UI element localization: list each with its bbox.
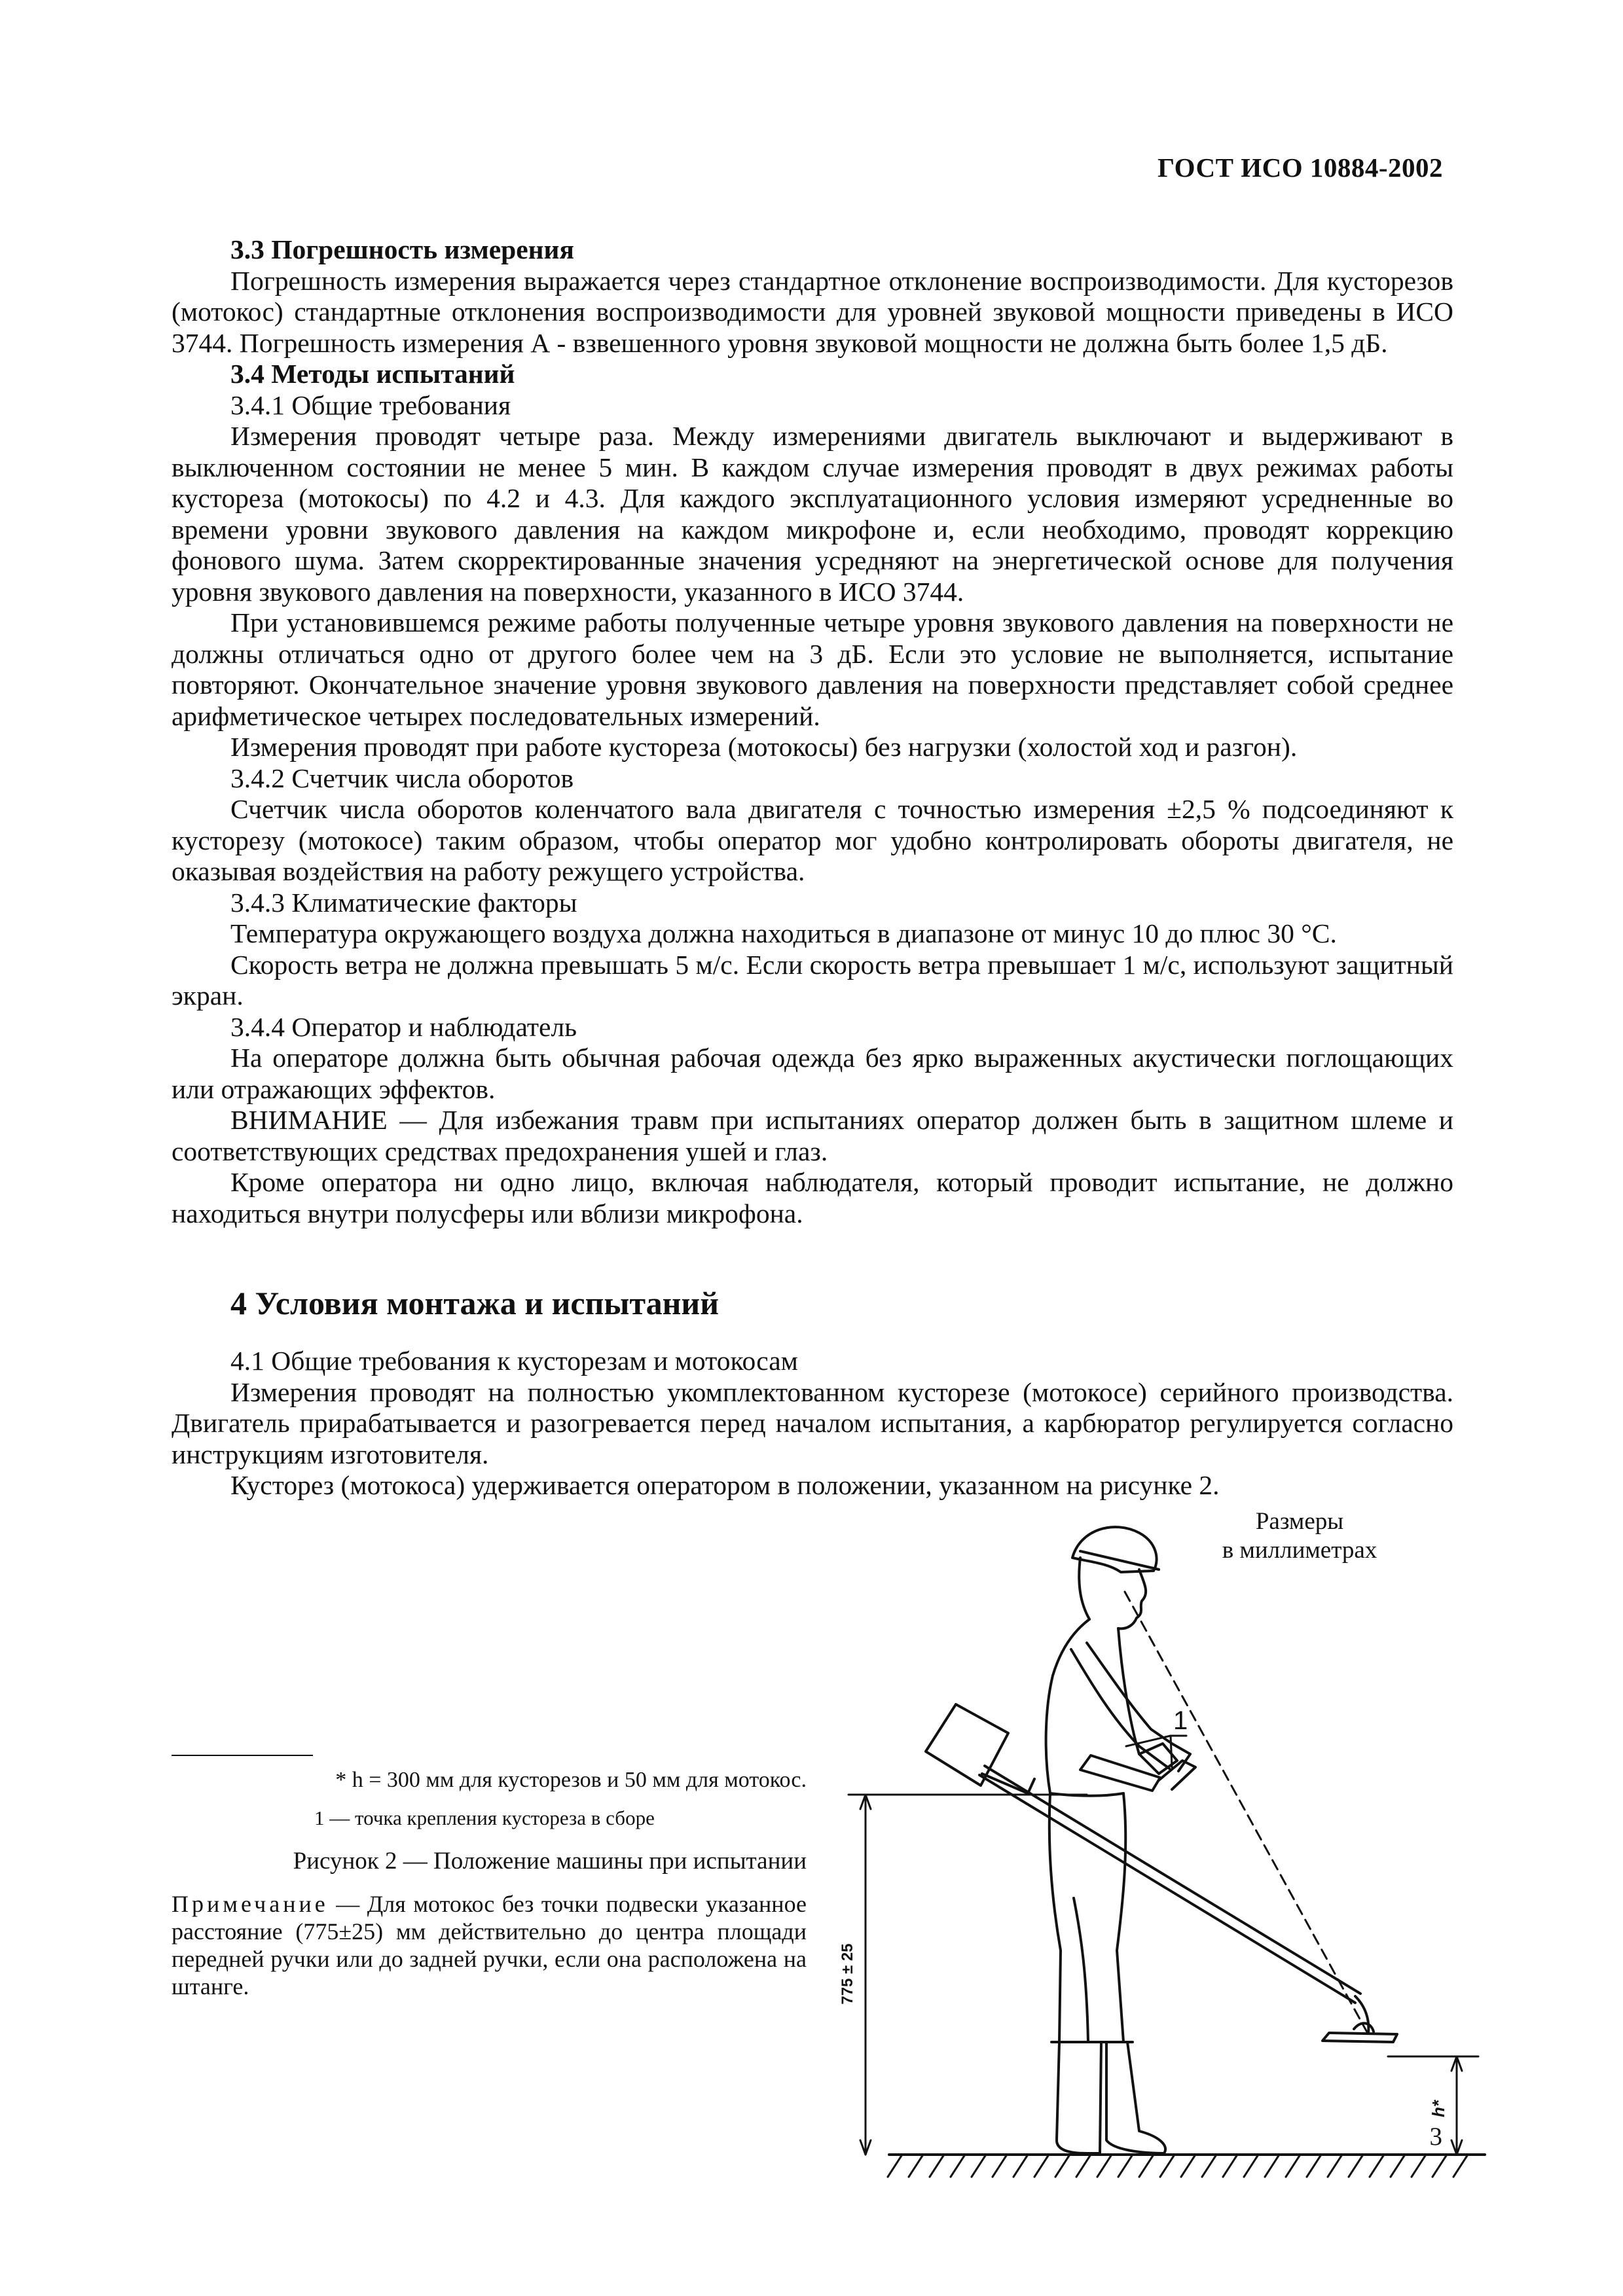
paragraph: При установившемся режиме работы полученные четыре уровня звукового давления на поверхности не должны отличаться одно от другого более чем на 3 дБ. Если это условие не выполняется, испытание повторяют. Окончательное значение уровня звукового давления на поверхности представляет собой среднее арифметическое четырех последовательных измерений. — [172, 607, 1453, 731]
subsection-3-4-2-title: 3.4.2 Счетчик числа оборотов — [230, 762, 574, 793]
subsection-4-1-title: 4.1 Общие требования к кусторезам и мотокосам — [230, 1346, 798, 1376]
brushcutter-engine — [926, 1704, 1034, 1793]
figure-note — [172, 1890, 807, 2000]
note-label: Примечание — [172, 1891, 329, 1917]
subsection-3-4-4-title: 3.4.4 Оператор и наблюдатель — [230, 1011, 577, 1042]
callout-number: 1 — [1173, 1706, 1188, 1735]
ground-hatching — [888, 2155, 1468, 2177]
paragraph: Измерения проводят на полностью укомплектованном кусторезе (мотокосе) серийного производства. Двигатель прирабатывается и разогревается перед началом испытания, а карбюратор регулируется согласно инструкциям изготовителя. — [172, 1376, 1453, 1469]
paragraph: Кусторез (мотокоса) удерживается оператором в положении, указанном на рисунке 2. — [230, 1470, 1220, 1500]
footnote-separator — [172, 1755, 313, 1756]
paragraph: Температура окружающего воздуха должна находиться в диапазоне от минус 10 до плюс 30 °С. — [230, 918, 1337, 948]
brushcutter-shaft — [979, 1755, 1360, 2003]
paragraph: Скорость ветра не должна превышать 5 м/с. Если скорость ветра превышает 1 м/с, используют защитный экран. — [172, 949, 1453, 1011]
dimension-775-label: 775 ± 25 — [839, 1943, 856, 2005]
sight-line — [1125, 1592, 1370, 2037]
section-4-title: 4 Условия монтажа и испытаний — [230, 1285, 720, 1321]
section-3-4-title: 3.4 Методы испытаний — [230, 359, 515, 389]
figure-caption: Рисунок 2 — Положение машины при испытании — [293, 1848, 807, 1874]
subsection-3-4-3-title: 3.4.3 Климатические факторы — [230, 887, 577, 918]
paragraph: Измерения проводят при работе кустореза (мотокосы) без нагрузки (холостой ход и разгон). — [230, 732, 1298, 762]
paragraph: Кроме оператора ни одно лицо, включая наблюдателя, который проводит испытание, не должно находиться внутри полусферы или вблизи микрофона. — [172, 1167, 1453, 1229]
units-note-line2: в миллиметрах — [1222, 1537, 1377, 1564]
operator-figure — [1046, 1527, 1190, 2153]
warning-paragraph: ВНИМАНИЕ — Для избежания травм при испытаниях оператор должен быть в защитном шлеме и соответствующих средствах предохранения ушей и глаз. — [172, 1105, 1453, 1166]
document-code: ГОСТ ИСО 10884-2002 — [1158, 152, 1443, 183]
section-3-3-title: 3.3 Погрешность измерения — [230, 234, 574, 264]
paragraph: Погрешность измерения выражается через стандартное отклонение воспроизводимости. Для кусторезов (мотокос) стандартные отклонения воспроизводимости для уровней звуковой мощности приведены в ИСО 3744. Погрешность измерения А - взвешенного уровня звуковой мощности не должна быть более 1,5 дБ. — [172, 265, 1453, 358]
paragraph: На операторе должна быть обычная рабочая одежда без ярко выраженных акустически поглощающих или отражающих эффектов. — [172, 1043, 1453, 1104]
note-text: — Для мотокос без точки подвески указанное расстояние (775±25) мм действительно до центра площади передней ручки или до задней ручки, если она расположена на штанге. — [172, 1891, 807, 2000]
page-number: 3 — [1429, 2123, 1442, 2151]
subsection-3-4-1-title: 3.4.1 Общие требования — [230, 389, 511, 420]
dimension-h-label: h* — [1429, 2100, 1448, 2117]
footnote-h: * h = 300 мм для кусторезов и 50 мм для мотокос. — [335, 1768, 807, 1792]
paragraph: Измерения проводят четыре раза. Между измерениями двигатель выключают и выдерживают в выключенном состоянии не менее 5 мин. В каждом случае измерения проводят в двух режимах работы кустореза (мотокосы) по 4.2 и 4.3. Для каждого эксплуатационного условия измеряют усредненные во времени уровни звукового давления на каждом микрофоне и, если необходимо, проводят коррекцию фонового шума. Затем скорректированные значения усредняют на энергетической основе для получения уровня звукового давления на поверхности, указанного в ИСО 3744. — [172, 421, 1453, 607]
units-note-line1: Размеры — [1255, 1508, 1344, 1535]
paragraph: Счетчик числа оборотов коленчатого вала двигателя с точностью измерения ±2,5 % подсоединяют к кусторезу (мотокосе) таким образом, чтобы оператор мог удобно контролировать обороты двигателя, не оказывая воздействия на работу режущего устройства. — [172, 794, 1453, 886]
footnote-1: 1 — точка крепления кустореза в сборе — [314, 1806, 655, 1829]
